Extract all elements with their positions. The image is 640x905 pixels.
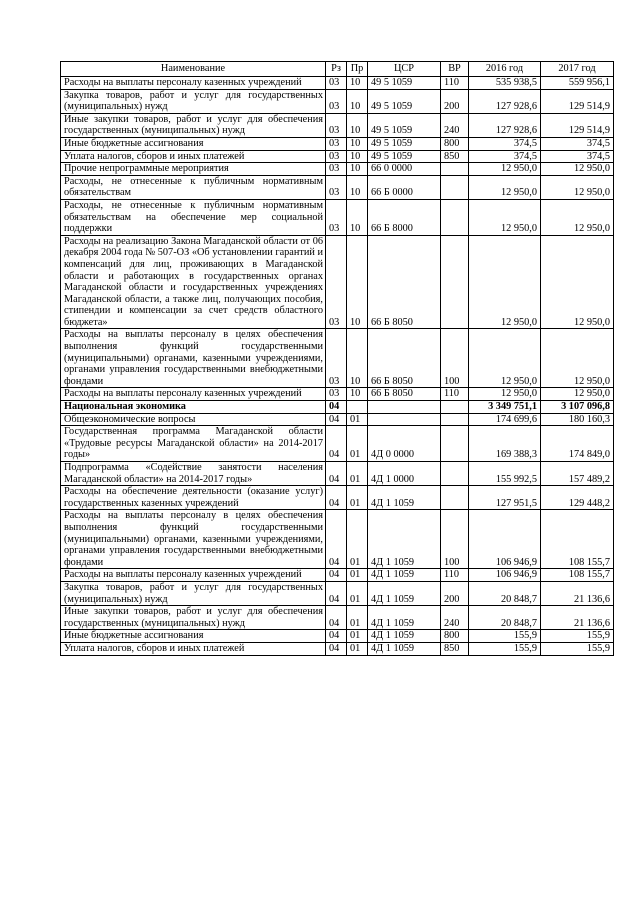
header-2016: 2016 год bbox=[469, 62, 541, 77]
row-vr bbox=[441, 462, 469, 486]
table-row bbox=[61, 77, 614, 90]
row-vr: 800 bbox=[441, 137, 469, 150]
row-rz: 04 bbox=[326, 642, 347, 655]
table-row bbox=[61, 569, 614, 582]
row-amount-2016: 127 928,6 bbox=[469, 89, 541, 113]
row-name: Уплата налогов, сборов и иных платежей bbox=[61, 150, 326, 163]
row-name: Расходы на выплаты персоналу казенных учреждений bbox=[61, 388, 326, 401]
table-row bbox=[61, 581, 614, 605]
row-vr: 850 bbox=[441, 150, 469, 163]
row-amount-2017: 12 950,0 bbox=[541, 388, 614, 401]
row-vr: 200 bbox=[441, 89, 469, 113]
row-pr: 01 bbox=[347, 510, 368, 569]
row-pr: 01 bbox=[347, 642, 368, 655]
row-vr: 100 bbox=[441, 329, 469, 388]
row-amount-2016: 12 950,0 bbox=[469, 199, 541, 235]
row-csr: 4Д 1 1059 bbox=[368, 642, 441, 655]
row-pr: 10 bbox=[347, 235, 368, 329]
row-amount-2016: 106 946,9 bbox=[469, 510, 541, 569]
header-row bbox=[61, 62, 614, 77]
table-row bbox=[61, 426, 614, 462]
row-rz: 04 bbox=[326, 426, 347, 462]
row-amount-2016: 3 349 751,1 bbox=[469, 401, 541, 414]
row-csr: 49 5 1059 bbox=[368, 150, 441, 163]
row-name: Закупка товаров, работ и услуг для государственных (муниципальных) нужд bbox=[61, 89, 326, 113]
row-vr bbox=[441, 413, 469, 426]
row-vr bbox=[441, 426, 469, 462]
row-amount-2017: 374,5 bbox=[541, 137, 614, 150]
row-csr: 4Д 1 1059 bbox=[368, 510, 441, 569]
row-name: Расходы на реализацию Закона Магаданской области от 06 декабря 2004 года № 507-ОЗ «Об установлении гарантий и компенсаций для лиц, проживающих в Магаданской области и работающих в государственных органах Магаданской области и государственных учреждениях Магаданской области, а также лиц, получающих пособия, стипендии и компенсации за счет средств областного бюджета» bbox=[61, 235, 326, 329]
table-row bbox=[61, 413, 614, 426]
row-vr: 800 bbox=[441, 630, 469, 643]
row-name: Расходы на выплаты персоналу в целях обеспечения выполнения функций государственными (муниципальными) органами, казенными учреждениями, органами управления государственными внебюджетными фондами bbox=[61, 329, 326, 388]
row-rz: 04 bbox=[326, 606, 347, 630]
row-vr: 240 bbox=[441, 113, 469, 137]
row-csr: 4Д 1 1059 bbox=[368, 486, 441, 510]
table-row bbox=[61, 113, 614, 137]
row-rz: 04 bbox=[326, 462, 347, 486]
row-vr bbox=[441, 401, 469, 414]
row-amount-2016: 374,5 bbox=[469, 150, 541, 163]
row-name: Иные закупки товаров, работ и услуг для обеспечения государственных (муниципальных) нужд bbox=[61, 606, 326, 630]
row-vr: 110 bbox=[441, 388, 469, 401]
row-name: Расходы, не отнесенные к публичным нормативным обязательствам на обеспечение мер социальной поддержки bbox=[61, 199, 326, 235]
row-amount-2016: 169 388,3 bbox=[469, 426, 541, 462]
row-vr bbox=[441, 175, 469, 199]
row-pr: 01 bbox=[347, 606, 368, 630]
row-amount-2017: 12 950,0 bbox=[541, 163, 614, 176]
row-amount-2017: 129 514,9 bbox=[541, 113, 614, 137]
row-rz: 04 bbox=[326, 630, 347, 643]
row-pr: 01 bbox=[347, 426, 368, 462]
row-name: Иные бюджетные ассигнования bbox=[61, 137, 326, 150]
table-row bbox=[61, 642, 614, 655]
row-pr: 10 bbox=[347, 329, 368, 388]
row-vr bbox=[441, 486, 469, 510]
row-amount-2016: 127 951,5 bbox=[469, 486, 541, 510]
row-pr: 01 bbox=[347, 569, 368, 582]
row-vr bbox=[441, 235, 469, 329]
row-csr: 49 5 1059 bbox=[368, 113, 441, 137]
row-amount-2017: 12 950,0 bbox=[541, 175, 614, 199]
row-rz: 03 bbox=[326, 175, 347, 199]
table-row bbox=[61, 150, 614, 163]
row-name: Государственная программа Магаданской области «Трудовые ресурсы Магаданской области» на 2014-2017 годы» bbox=[61, 426, 326, 462]
row-amount-2016: 12 950,0 bbox=[469, 175, 541, 199]
row-csr: 49 5 1059 bbox=[368, 89, 441, 113]
row-amount-2017: 12 950,0 bbox=[541, 235, 614, 329]
row-vr: 200 bbox=[441, 581, 469, 605]
row-amount-2016: 155,9 bbox=[469, 642, 541, 655]
row-csr: 66 Б 8050 bbox=[368, 235, 441, 329]
row-amount-2016: 155 992,5 bbox=[469, 462, 541, 486]
row-amount-2016: 155,9 bbox=[469, 630, 541, 643]
row-name: Расходы, не отнесенные к публичным нормативным обязательствам bbox=[61, 175, 326, 199]
row-amount-2017: 155,9 bbox=[541, 642, 614, 655]
row-amount-2017: 155,9 bbox=[541, 630, 614, 643]
row-amount-2017: 174 849,0 bbox=[541, 426, 614, 462]
row-pr: 01 bbox=[347, 581, 368, 605]
row-pr: 01 bbox=[347, 486, 368, 510]
row-csr: 66 Б 8050 bbox=[368, 329, 441, 388]
row-rz: 04 bbox=[326, 401, 347, 414]
row-pr: 01 bbox=[347, 630, 368, 643]
row-amount-2016: 174 699,6 bbox=[469, 413, 541, 426]
row-vr: 110 bbox=[441, 569, 469, 582]
row-amount-2017: 129 514,9 bbox=[541, 89, 614, 113]
row-rz: 03 bbox=[326, 163, 347, 176]
table-row bbox=[61, 137, 614, 150]
row-amount-2017: 3 107 096,8 bbox=[541, 401, 614, 414]
row-rz: 04 bbox=[326, 413, 347, 426]
row-vr bbox=[441, 199, 469, 235]
row-pr: 10 bbox=[347, 137, 368, 150]
row-amount-2017: 12 950,0 bbox=[541, 329, 614, 388]
table-row bbox=[61, 175, 614, 199]
table-row bbox=[61, 199, 614, 235]
row-pr: 01 bbox=[347, 462, 368, 486]
row-name: Расходы на выплаты персоналу казенных учреждений bbox=[61, 569, 326, 582]
row-pr: 10 bbox=[347, 113, 368, 137]
row-csr: 66 Б 0000 bbox=[368, 175, 441, 199]
row-amount-2017: 108 155,7 bbox=[541, 569, 614, 582]
row-name: Иные бюджетные ассигнования bbox=[61, 630, 326, 643]
row-name: Уплата налогов, сборов и иных платежей bbox=[61, 642, 326, 655]
row-csr: 49 5 1059 bbox=[368, 77, 441, 90]
row-amount-2017: 374,5 bbox=[541, 150, 614, 163]
row-pr: 10 bbox=[347, 199, 368, 235]
row-amount-2016: 12 950,0 bbox=[469, 235, 541, 329]
row-name: Общеэкономические вопросы bbox=[61, 413, 326, 426]
row-amount-2016: 12 950,0 bbox=[469, 388, 541, 401]
row-amount-2016: 106 946,9 bbox=[469, 569, 541, 582]
row-pr bbox=[347, 401, 368, 414]
row-amount-2017: 180 160,3 bbox=[541, 413, 614, 426]
row-name: Закупка товаров, работ и услуг для государственных (муниципальных) нужд bbox=[61, 581, 326, 605]
table-row bbox=[61, 329, 614, 388]
row-csr bbox=[368, 413, 441, 426]
row-csr: 4Д 0 0000 bbox=[368, 426, 441, 462]
row-csr: 66 0 0000 bbox=[368, 163, 441, 176]
header-2017: 2017 год bbox=[541, 62, 614, 77]
row-vr: 240 bbox=[441, 606, 469, 630]
row-rz: 04 bbox=[326, 581, 347, 605]
row-csr: 49 5 1059 bbox=[368, 137, 441, 150]
row-name: Национальная экономика bbox=[61, 401, 326, 414]
table-row bbox=[61, 630, 614, 643]
header-vr: ВР bbox=[441, 62, 469, 77]
row-rz: 03 bbox=[326, 388, 347, 401]
row-rz: 04 bbox=[326, 569, 347, 582]
budget-table bbox=[60, 61, 614, 656]
row-csr: 66 Б 8050 bbox=[368, 388, 441, 401]
table-row bbox=[61, 388, 614, 401]
row-name: Расходы на выплаты персоналу в целях обеспечения выполнения функций государственными (муниципальными) органами, казенными учреждениями, органами управления государственными внебюджетными фондами bbox=[61, 510, 326, 569]
row-csr: 66 Б 8000 bbox=[368, 199, 441, 235]
table-row bbox=[61, 163, 614, 176]
row-vr: 100 bbox=[441, 510, 469, 569]
row-amount-2017: 108 155,7 bbox=[541, 510, 614, 569]
row-name: Расходы на выплаты персоналу казенных учреждений bbox=[61, 77, 326, 90]
row-amount-2017: 12 950,0 bbox=[541, 199, 614, 235]
row-rz: 03 bbox=[326, 329, 347, 388]
row-amount-2017: 21 136,6 bbox=[541, 581, 614, 605]
row-pr: 10 bbox=[347, 77, 368, 90]
row-csr bbox=[368, 401, 441, 414]
row-amount-2017: 21 136,6 bbox=[541, 606, 614, 630]
table-row bbox=[61, 462, 614, 486]
row-name: Прочие непрограммные мероприятия bbox=[61, 163, 326, 176]
row-rz: 04 bbox=[326, 486, 347, 510]
row-csr: 4Д 1 1059 bbox=[368, 630, 441, 643]
header-name: Наименование bbox=[61, 62, 326, 77]
row-pr: 10 bbox=[347, 388, 368, 401]
row-vr: 110 bbox=[441, 77, 469, 90]
row-pr: 10 bbox=[347, 150, 368, 163]
row-name: Расходы на обеспечение деятельности (оказание услуг) государственных казенных учреждений bbox=[61, 486, 326, 510]
row-csr: 4Д 1 1059 bbox=[368, 569, 441, 582]
row-name: Подпрограмма «Содействие занятости населения Магаданской области» на 2014-2017 годы» bbox=[61, 462, 326, 486]
table-row bbox=[61, 510, 614, 569]
row-vr bbox=[441, 163, 469, 176]
row-rz: 04 bbox=[326, 510, 347, 569]
row-rz: 03 bbox=[326, 235, 347, 329]
row-amount-2016: 535 938,5 bbox=[469, 77, 541, 90]
row-amount-2016: 20 848,7 bbox=[469, 606, 541, 630]
row-amount-2017: 157 489,2 bbox=[541, 462, 614, 486]
row-amount-2016: 374,5 bbox=[469, 137, 541, 150]
table-row bbox=[61, 235, 614, 329]
row-amount-2016: 12 950,0 bbox=[469, 163, 541, 176]
row-pr: 10 bbox=[347, 163, 368, 176]
row-rz: 03 bbox=[326, 137, 347, 150]
row-rz: 03 bbox=[326, 77, 347, 90]
row-amount-2016: 12 950,0 bbox=[469, 329, 541, 388]
row-csr: 4Д 1 0000 bbox=[368, 462, 441, 486]
table-row bbox=[61, 486, 614, 510]
row-csr: 4Д 1 1059 bbox=[368, 606, 441, 630]
table-row bbox=[61, 401, 614, 414]
table-body bbox=[61, 77, 614, 656]
row-rz: 03 bbox=[326, 150, 347, 163]
header-pr: Пр bbox=[347, 62, 368, 77]
row-amount-2016: 127 928,6 bbox=[469, 113, 541, 137]
row-rz: 03 bbox=[326, 113, 347, 137]
table-row bbox=[61, 606, 614, 630]
row-pr: 01 bbox=[347, 413, 368, 426]
row-amount-2017: 559 956,1 bbox=[541, 77, 614, 90]
row-amount-2017: 129 448,2 bbox=[541, 486, 614, 510]
row-amount-2016: 20 848,7 bbox=[469, 581, 541, 605]
table-row bbox=[61, 89, 614, 113]
row-pr: 10 bbox=[347, 89, 368, 113]
row-vr: 850 bbox=[441, 642, 469, 655]
row-rz: 03 bbox=[326, 199, 347, 235]
row-csr: 4Д 1 1059 bbox=[368, 581, 441, 605]
row-rz: 03 bbox=[326, 89, 347, 113]
row-name: Иные закупки товаров, работ и услуг для обеспечения государственных (муниципальных) нужд bbox=[61, 113, 326, 137]
row-pr: 10 bbox=[347, 175, 368, 199]
header-rz: Рз bbox=[326, 62, 347, 77]
header-csr: ЦСР bbox=[368, 62, 441, 77]
